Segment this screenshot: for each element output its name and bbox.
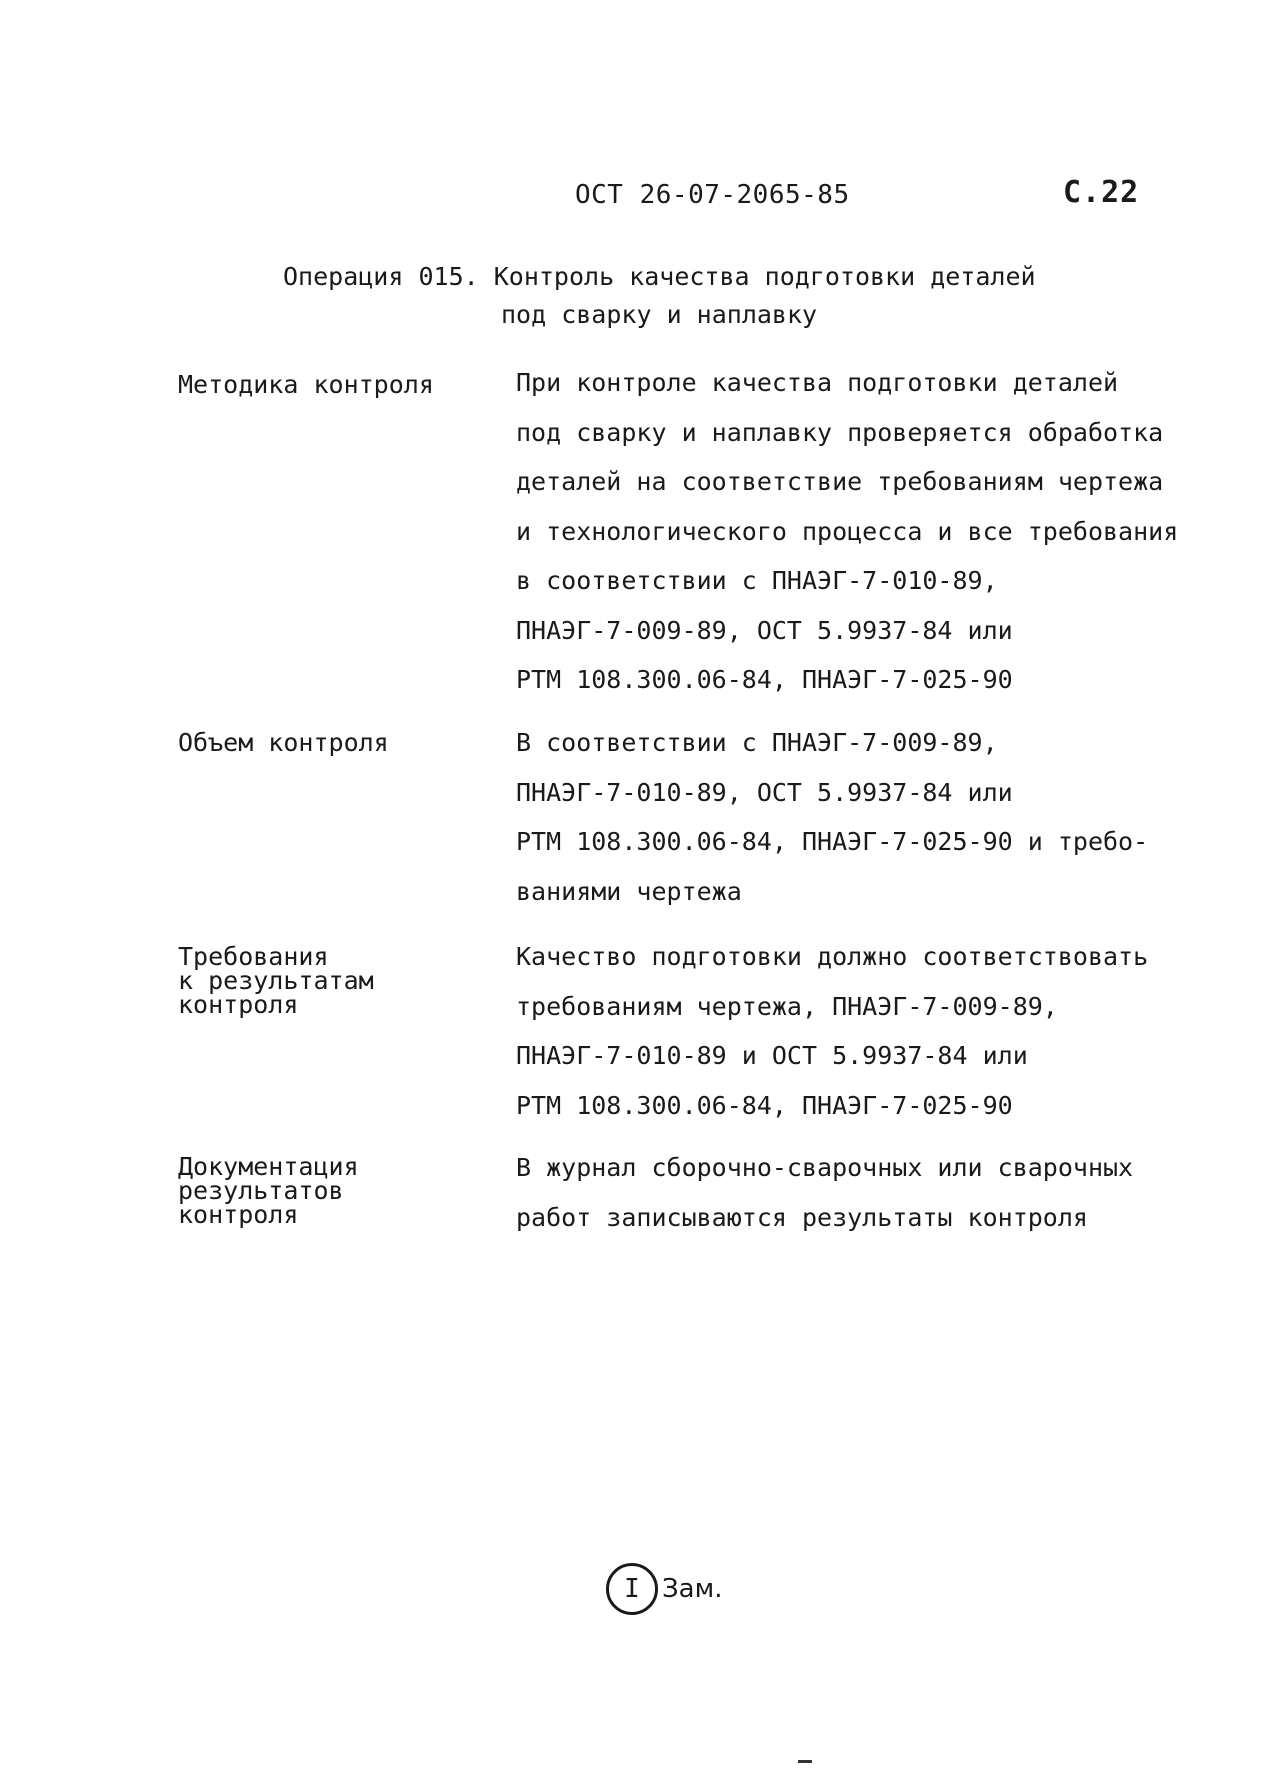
section-label: [178, 728, 389, 757]
standard-code: ОСТ 26-07-2065-85: [575, 180, 850, 210]
label-line: Документация: [178, 1152, 359, 1181]
content-line: ПНАЭГ-7-009-89, ОСТ 5.9937-84 или: [516, 615, 1013, 645]
content-line: ПНАЭГ-7-010-89, ОСТ 5.9937-84 или: [516, 777, 1013, 807]
operation-title: [283, 258, 1036, 334]
content-line: в соответствии с ПНАЭГ-7-010-89,: [516, 566, 998, 595]
label-line: Требования: [178, 942, 329, 971]
content-line: работ записываются результаты контроля: [516, 1202, 1088, 1232]
content-line: и технологического процесса и все требования: [516, 516, 1179, 546]
content-line: требованиям чертежа, ПНАЭГ-7-009-89,: [516, 991, 1058, 1021]
label-line: контроля: [178, 1200, 299, 1229]
label-line: результатов: [178, 1176, 344, 1205]
content-line: При контроле качества подготовки деталей: [516, 368, 1119, 397]
revision-number: I: [624, 1574, 640, 1604]
revision-mark: [606, 1560, 722, 1618]
content-line: В соответствии с ПНАЭГ-7-009-89,: [516, 728, 998, 757]
revision-circle: [606, 1563, 658, 1615]
content-line: РТМ 108.300.06-84, ПНАЭГ-7-025-90: [516, 1090, 1013, 1120]
operation-title-line: под сварку и наплавку: [501, 300, 818, 329]
section-content: [516, 932, 1148, 1130]
label-line: Методика контроля: [178, 370, 434, 399]
content-line: под сварку и наплавку проверяется обработка: [516, 417, 1164, 447]
section-label: [178, 370, 434, 399]
label-line: Объем контроля: [178, 728, 389, 757]
revision-label: Зам.: [662, 1574, 723, 1604]
content-line: В журнал сборочно-сварочных или сварочных: [516, 1153, 1134, 1182]
section-content: [516, 358, 1178, 705]
section-label: [178, 942, 374, 1019]
section-content: [516, 718, 1148, 916]
content-line: деталей на соответствие требованиям чертежа: [516, 467, 1164, 496]
label-line: к результатам: [178, 966, 374, 995]
label-line: контроля: [178, 990, 299, 1019]
content-line: Качество подготовки должно соответствовать: [516, 942, 1149, 971]
scan-mark: [798, 1760, 812, 1763]
content-line: РТМ 108.300.06-84, ПНАЭГ-7-025-90 и требо-: [516, 827, 1149, 856]
section-label: [178, 1152, 359, 1229]
section-content: [516, 1143, 1133, 1242]
content-line: ПНАЭГ-7-010-89 и ОСТ 5.9937-84 или: [516, 1041, 1028, 1070]
content-line: РТМ 108.300.06-84, ПНАЭГ-7-025-90: [516, 665, 1013, 694]
page-number: С.22: [1063, 175, 1140, 210]
operation-title-line: Операция 015. Контроль качества подготовки деталей: [283, 262, 1036, 291]
content-line: ваниями чертежа: [516, 876, 742, 906]
